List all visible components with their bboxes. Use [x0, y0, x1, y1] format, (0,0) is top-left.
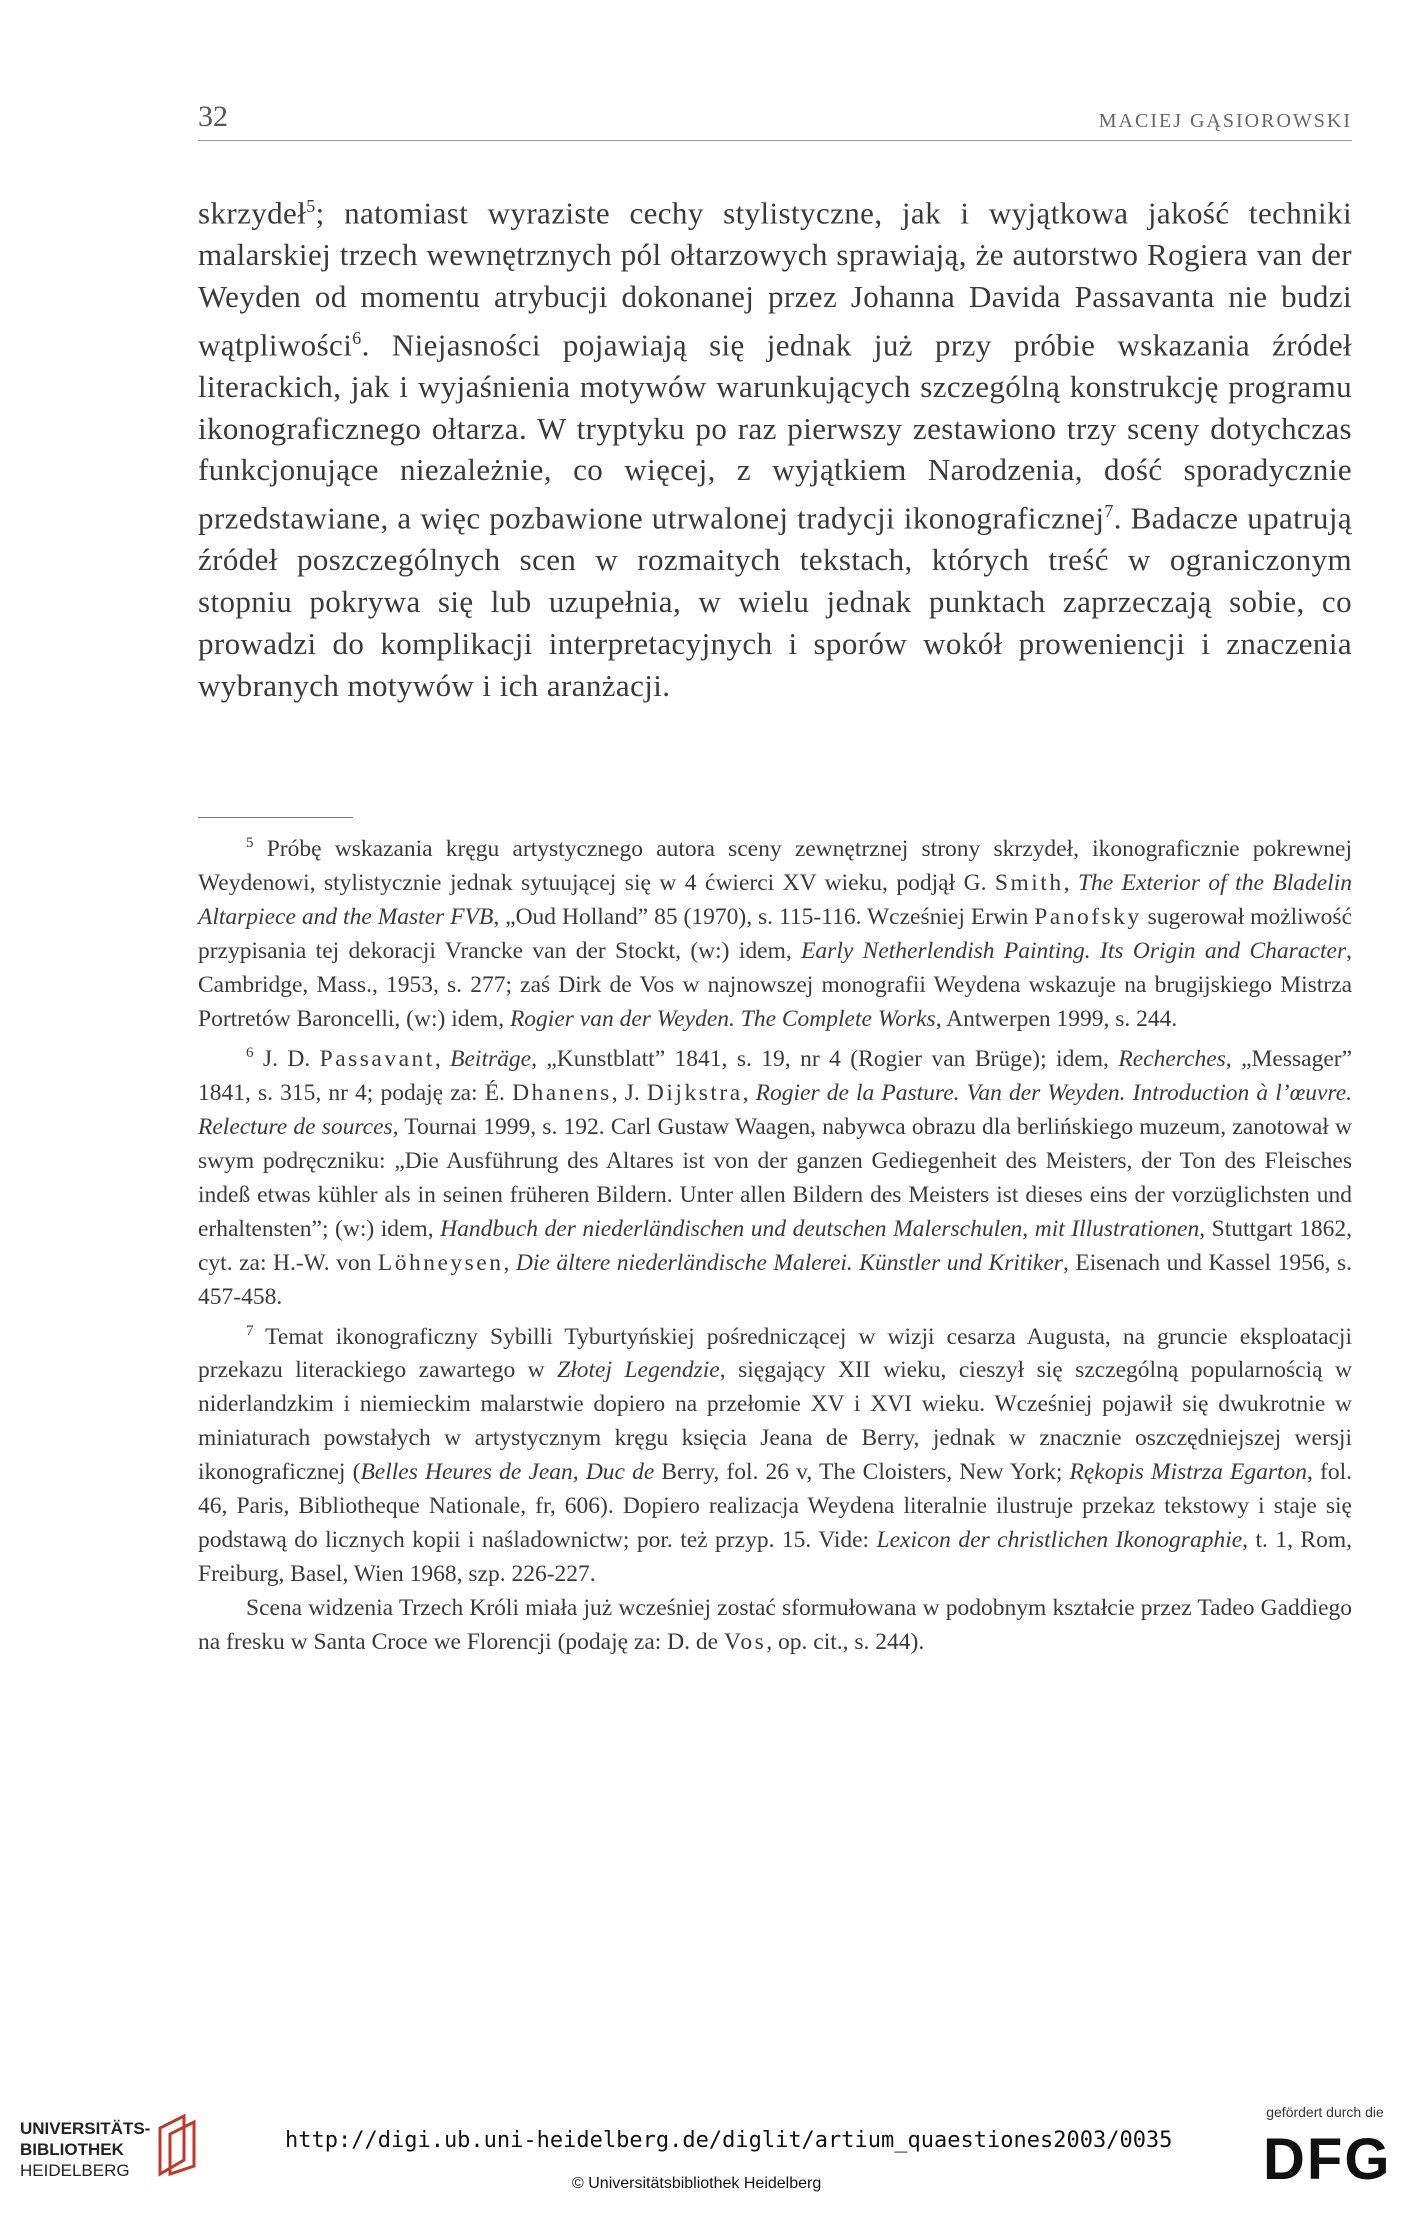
library-emblem-icon: [148, 2112, 204, 2178]
copyright-notice: © Universitätsbibliothek Heidelberg: [572, 2175, 822, 2192]
footnote-ref[interactable]: 6: [352, 327, 362, 348]
footnote-text: ,: [742, 1079, 756, 1106]
footnote-text: Tournai 1999, s. 192. Carl Gustaw Waagen, nabywca obrazu dla berlińskiego muzeum, zanotował w swym podręczniku: „Die Ausführung des Altares ist von der ganzen Gediegenheit des Meisters, der Ton des Fleisches indeß etwas kühler als in seinen früheren Bildern. Unter allen Bildern des Meisters ist dieses eins der vorzüglichsten und erhaltensten”; (w:) idem,: [198, 1113, 1353, 1242]
footnote-text: , Cambridge, Mass., 1953, s. 277; zaś Dirk de Vos w najnowszej monografii Weydena wskazuje na brugijskiego Mistrza Portretów Baroncelli, (w:) idem,: [198, 937, 1352, 1032]
title-italic: Rękopis Mistrza Egarton: [1069, 1459, 1307, 1486]
title-italic: Lexicon der christlichen Ikonographie: [876, 1527, 1243, 1554]
title-italic: Early Netherlendish Painting. Its Origin and Character: [801, 937, 1347, 964]
dfg-logo-mark: DFG: [1263, 2127, 1392, 2192]
library-name-line: HEIDELBERG: [20, 2161, 130, 2180]
running-header: [198, 100, 1352, 141]
main-paragraph: [198, 186, 1352, 707]
body-text-segment: . Badacze upatrują źródeł poszczególnych scen w rozmaitych tekstach, których treść w ograniczonym stopniu pokrywa się lub uzupełnia, w wielu jednak punktach zaprzeczają sobie, co prowadzi do komplikacji interpretacyjnych i sporów wokół proweniencji i znaczenia wybranych motywów i ich aranżacji.: [198, 500, 1352, 703]
footnote-text: J. D.: [253, 1045, 320, 1072]
library-logo[interactable]: [20, 2118, 220, 2198]
digitization-footer: [0, 2090, 1414, 2218]
footnote-7-continuation: [198, 1591, 1352, 1659]
footnote-text: ,: [1063, 869, 1078, 896]
footnote-text: , „Oud Holland” 85 (1970), s. 115-116. Wcześniej Erwin: [493, 903, 1035, 930]
author-name: Dhanens: [512, 1079, 612, 1106]
author-name: Dijkstra: [646, 1079, 743, 1106]
author-name: Vos: [723, 1629, 767, 1656]
title-italic: Handbuch der niederländischen und deutschen Malerschulen, mit Illustrationen: [440, 1215, 1200, 1242]
permalink-url[interactable]: http://digi.ub.uni-heidelberg.de/diglit/artium_quaestiones2003/0035: [285, 2128, 1173, 2153]
body-text-segment: ; natomiast wyraziste cechy stylistyczne, jak i wyjątkowa jakość techniki malarskiej trzech wewnętrznych pól ołtarzowych sprawiają, że autorstwo Rogiera van der Weyden od momentu atrybucji dokonanej przez Johanna Davida Passavanta nie budzi wątpliwości: [198, 195, 1352, 363]
footnotes: [198, 826, 1352, 1659]
page-number: 32: [198, 100, 228, 133]
footnote-6: [198, 1036, 1352, 1314]
footnote-ref[interactable]: 7: [1104, 501, 1114, 522]
title-italic: Belles Heures de Jean, Duc de: [360, 1459, 655, 1486]
footnote-text: , t. 1, Rom, Freiburg, Basel, Wien 1968, szp. 226-227.: [198, 1527, 1352, 1588]
author-name: Passavant: [319, 1045, 435, 1072]
footnote-ref[interactable]: 5: [306, 196, 316, 216]
footnote-text: , Stuttgart 1862, cyt. za: H.-W. von: [198, 1215, 1352, 1276]
body-text-segment: . Niejasności pojawiają się jednak już przy próbie wskazania źródeł literackich, jak i wyjaśnienia motywów warunkujących szczególną konstrukcję programu ikonograficznego ołtarza. W tryptyku po raz pierwszy zestawiono trzy sceny dotychczas funkcjonujące niezależnie, co więcej, z wyjątkiem Narodzenia, dość sporadycznie przedstawiane, a więc pozbawione utrwalonej tradycji ikonograficznej: [198, 327, 1352, 536]
footnote-text: , sięgający XII wieku, cieszył się szczególną popularnością w niderlandzkim i niemieckim malarstwie dopiero na przełomie XV i XVI wieku. Wcześniej pojawił się dwukrotnie w miniaturach powstałych w artystycznym kręgu księcia Jeana de Berry, jednak w znacznie oszczędniejszej wersji ikonograficznej (: [198, 1357, 1353, 1486]
footnote-number: 5: [246, 835, 254, 851]
dfg-logo[interactable]: [1255, 2104, 1395, 2204]
footnote-text: , Antwerpen 1999, s. 244.: [935, 1005, 1178, 1032]
title-italic: The Exterior of the Bladelin Altarpiece and the Master FVB: [198, 869, 1352, 930]
footnote-text: Berry, fol. 26 v, The Cloisters, New York;: [654, 1459, 1070, 1486]
title-italic: Recherches: [1118, 1045, 1226, 1072]
footnote-text: ,: [434, 1045, 451, 1072]
title-italic: Złotej Legendzie: [557, 1357, 720, 1384]
footnote-text: , Eisenach und Kassel 1956, s. 457-458.: [198, 1249, 1353, 1310]
author-name: Löhneysen: [377, 1249, 504, 1276]
footnote-5: [198, 826, 1352, 1036]
library-name-line: BIBLIOTHEK: [20, 2140, 124, 2159]
author-name: Smith: [994, 869, 1064, 896]
footnote-text: , J.: [611, 1079, 647, 1106]
footnote-divider: [198, 817, 353, 818]
title-italic: Rogier van der Weyden. The Complete Works: [509, 1005, 936, 1032]
footnote-text: ,: [503, 1249, 516, 1276]
footnote-number: 6: [246, 1044, 254, 1061]
footnote-text: , op. cit., s. 244).: [766, 1629, 925, 1656]
library-name: [20, 2118, 150, 2181]
author-name: Panofsky: [1034, 903, 1142, 930]
footnote-text: , fol. 46, Paris, Bibliotheque Nationale, fr, 606). Dopiero realizacja Weydena literalnie ilustruje przekaz tekstowy i staje się podstawą do licznych kopii i naśladownictw; por. też przyp. 15. Vide:: [198, 1459, 1352, 1554]
title-italic: Die ältere niederländische Malerei. Künstler und Kritiker: [515, 1249, 1063, 1276]
footnote-text: Scena widzenia Trzech Króli miała już wcześniej zostać sformułowana w podobnym kształcie przez Tadeo Gaddiego na fresku w Santa Croce we Florencji (podaję za: D. de: [198, 1595, 1352, 1656]
footnote-number: 7: [246, 1322, 254, 1339]
running-head-author: MACIEJ GĄSIOROWSKI: [1098, 110, 1352, 132]
footnote-text: Temat ikonograficzny Sybilli Tyburtyńskiej pośredniczącej w wizji cesarza Augusta, na gruncie eksploatacji przekazu literackiego zawartego w: [198, 1323, 1352, 1384]
footnote-text: , „Messager” 1841, s. 315, nr 4; podaję za: É.: [198, 1045, 1353, 1106]
footnote-text: Próbę wskazania kręgu artystycznego autora sceny zewnętrznej strony skrzydeł, ikonograficznie pokrewnej Weydenowi, stylistycznie jednak sytuującej się w 4 ćwierci XV wieku, podjął G.: [198, 835, 1352, 896]
library-name-line: UNIVERSITÄTS-: [20, 2119, 151, 2138]
body-text-segment: skrzydeł: [198, 195, 307, 231]
dfg-funding-label: gefördert durch die: [1266, 2104, 1384, 2120]
title-italic: Rogier de la Pasture. Van der Weyden. Introduction à l’œuvre. Relecture de sources,: [198, 1079, 1353, 1140]
footnote-7: [198, 1314, 1352, 1592]
title-italic: Beiträge: [450, 1045, 532, 1072]
footnote-text: sugerował możliwość przypisania tej dekoracji Vrancke van der Stockt, (w:) idem,: [198, 903, 1352, 964]
footnote-text: , „Kunstblatt” 1841, s. 19, nr 4 (Rogier van Brüge); idem,: [531, 1045, 1119, 1072]
